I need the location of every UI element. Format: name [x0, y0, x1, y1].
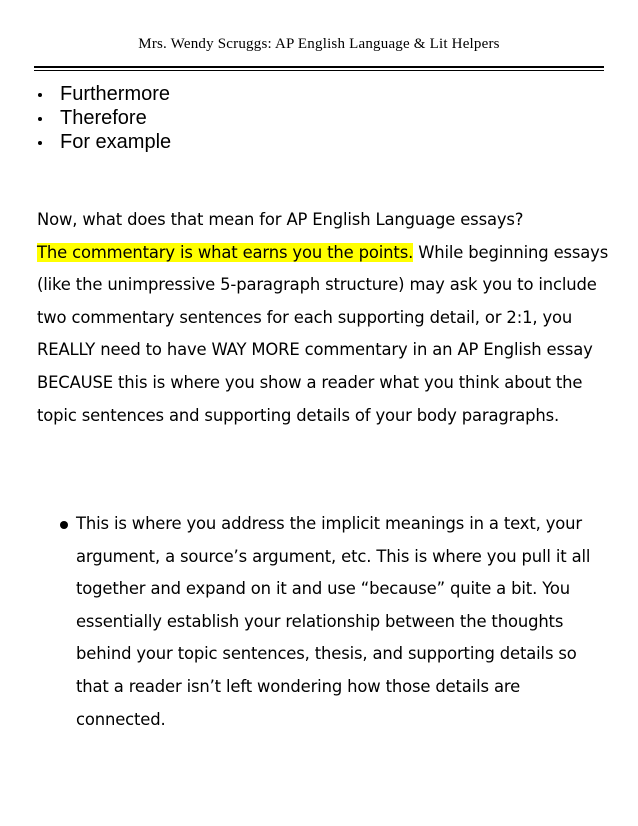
page-header: Mrs. Wendy Scruggs: AP English Language & Lit Helpers	[138, 36, 500, 52]
commentary-bullet	[60, 508, 600, 736]
list-item-label: Furthermore	[60, 83, 171, 105]
header-rule-thin	[34, 70, 604, 71]
bullet-icon	[38, 93, 42, 97]
paragraph-line-1: Now, what does that mean for AP English Language essays?	[37, 210, 524, 229]
bullet-icon	[38, 117, 42, 121]
highlighted-sentence: The commentary is what earns you the points.	[37, 242, 414, 262]
transition-words-list	[36, 82, 171, 154]
header-rule	[34, 66, 604, 68]
list-item-label: Therefore	[60, 107, 147, 129]
bullet-icon	[60, 521, 68, 529]
paragraph-rest: While beginning essays (like the unimpressive 5-paragraph structure) may ask you to include two commentary sentences for each supporting detail, or 2:1, you REALLY need to have WAY MORE commentary in an AP English essay BECAUSE this is where you show a reader what you think about the topic sentences and supporting details of your body paragraphs.	[37, 242, 609, 425]
body-paragraph	[37, 204, 612, 432]
bullet-icon	[38, 141, 42, 145]
list-item	[36, 130, 171, 154]
list-item	[36, 106, 171, 130]
list-item-label: For example	[60, 131, 172, 153]
list-item	[36, 82, 171, 106]
bullet-text: This is where you address the implicit meanings in a text, your argument, a source’s argument, etc. This is where you pull it all together and expand on it and use “because” quite a bit. You essentially establish your relationship between the thoughts behind your topic sentences, thesis, and supporting details so that a reader isn’t left wondering how those details are connected.	[76, 514, 591, 729]
